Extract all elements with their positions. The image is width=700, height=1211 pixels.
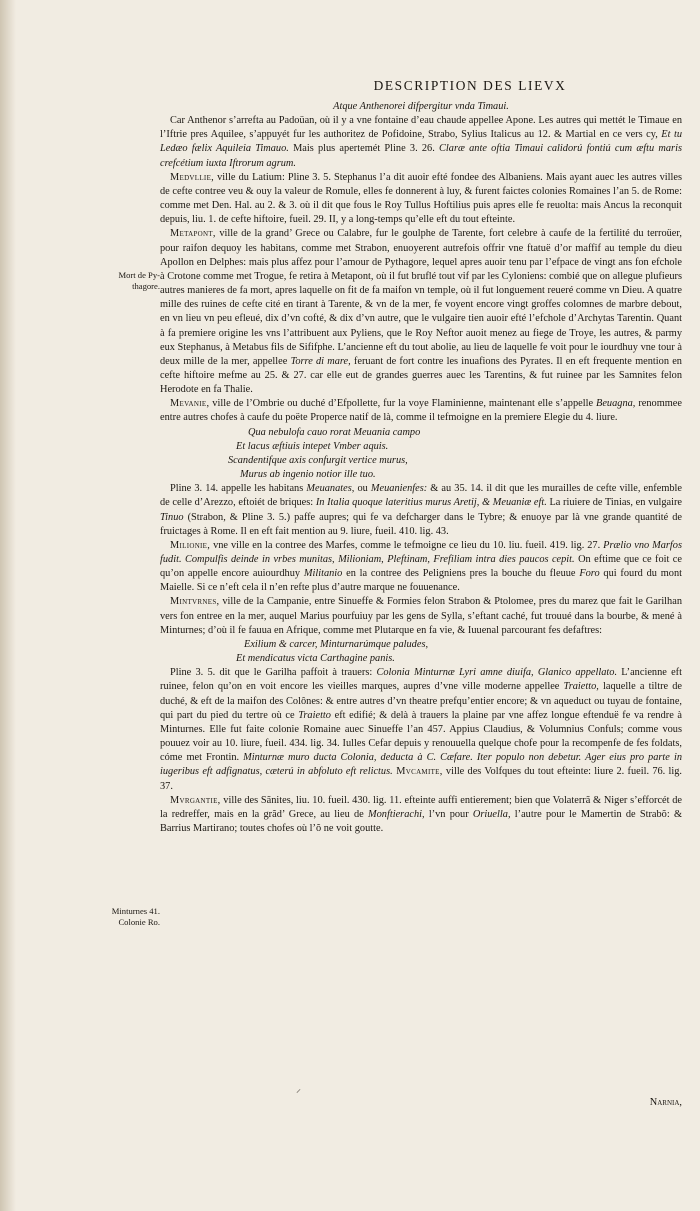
paragraph-anthenor: Car Anthenor s’arrefta au Padoüan, où il y a vne fontaine d’eau chaude appellee Apone. Les autres qui mettét le Timaue en l’Iftrie pres Aquilee, s’appuyét fur les authoritez de Pofidoine, Strabo, Sylius Italicus au 12. & Martial en ce vers cy, Et tu Ledæo fælix Aquileia Timauo. Mais plus apertemét Pline 3. 26. Claræ ante oftia Timaui calidorú fontiú cum æftu maris crefcétium iuxta Iftrorum agrum. xyxy=(160,115,683,169)
paragraph-pline-minturnes: Pline 3. 5. dit que le Garilha paffoit à trauers: Colonia Minturnæ Lyri amne diuifa, Glanico appellato. L’ancienne eft ruinee, felon qu’on en voit encore les vieilles marques, aupres d’vne ville moderne appellee Traietto, laquelle a tiltre de duché, & eft de la maifon des Colônes: & entre autres d’vn theatre prefqu’entier encore; & vn aqueduct ou tuyau de fontaine, qui part du pied du tertre où ce Traietto eft edifié; & delà à trauers la plaine par vne affez longue eftenduë fe va rendre à Minturnes. Elle fut faite colonie Romaine auec Sinueffe l’an 457. Appius Claudius, & Volumnius Confuls; comme vous pouuez voir au 10. liure, fueil. 434. lig. 34. Iulles Cefar depuis y renouuella quelque chofe pour la recompenfe de fes foldats, cóme met Frontin. Minturnæ muro ducta Colonia, deducta à C. Cæfare. Iter populo non debetur. Ager eius pro parte in iugeribus eft adfignatus, cæterú in abfoluto eft relictus. Mvcamite, ville des Volfques du tout efteinte: liure 2. fueil. 76. lig. 37. xyxy=(160,667,683,792)
margin-note-pythagore: Mort de Py- thagore. xyxy=(118,270,160,291)
entry-heading: Mevanie, xyxy=(170,398,210,410)
main-text-column xyxy=(160,100,682,836)
entry-heading: Mintvrnes, xyxy=(170,596,220,608)
verse-line: Et lacus æftiuis intepet Vmber aquis. xyxy=(236,440,389,452)
stray-ink-mark: ⸝ xyxy=(296,1084,301,1095)
entry-heading: Mvcamite, xyxy=(392,766,443,778)
entry-medullie: Medvllie, ville du Latium: Pline 3. 5. Stephanus l’a dit auoir efté fondee des Albaniens. Mais ayant auec les autres villes de cefte contree veu & ouy la valeur de Romule, elles fe donnerent à luy, & furent faictes colonies Romaines l’an 5. de Rome: comme met Den. Hal. au 2. & 3. où il dit que fous le Roy Tullus Hoftilius puis apres elle fe reuolta: mais Ancus la reconquit depuis, liu. 1. de cefte hiftoire, fueil. 29. II, y a long-temps qu’elle eft du tout efteinte. xyxy=(160,171,682,226)
entry-murgantie: Mvrgantie, ville des Sãnites, liu. 10. fueil. 430. lig. 11. efteinte auffi entierement; bien que Volaterrã & Niger s’efforcét de la redreffer, mais en la grãd’ Grece, au lieu de Monftierachi, l’vn pour Oriuella, l’autre pour le Mamertin de Strabõ: & Barrius Martirano; toutes chofes où l’õ ne voit goutte. xyxy=(160,794,682,834)
entry-mevanie: Mevanie, ville de l’Ombrie ou duché d’Efpollette, fur la voye Flaminienne, maintenant elle s’appelle Beuagna, renommee entre autres chofes à caufe du poëte Properce natif de là, comme il tefmoigne en la premiere Elegie du 4. liure. xyxy=(160,398,682,424)
margin-note-minturnes: Minturnes 41. Colonie Ro. xyxy=(111,906,160,927)
verse-quote-timaue: Atque Anthenorei difpergitur vnda Timaui. xyxy=(333,101,509,112)
entry-metapont: Metapont, ville de la grand’ Grece ou Calabre, fur le goulphe de Tarente, fort celebre à caufe de la fertilité du terroüer, pour raifon dequoy les habitans, comme met Strabon, enuoyerent autrefois offrir vne ftatuë d’or maffif au temple du dieu Apollon en Delphes: mais plus affez pour l’amour de Pythagore, lequel apres auoir tenu par l’efpace de vingt ans fon efchole à Crotone comme met Trogue, fe retira à Metapont, où il fut bruflé tout vif par les Cyloniens: combié que on allegue plufieurs autres manieres de fa mort, apres laquelle on fit de fa maifon vn temple, où il fut longuement reueré comme vn Dieu. A quatre mille des ruines de cefte cité en tirant à Tarente, & vn de la mer, fe voyent encore vingt groffes colomnes de marbre debout, en vn lieu vn peu efleué, dix d’vn cofté, & dix d’vn autre, que le vulgaire tien auoir efté l’efchole d’Archytas Tarentin. Quant à fa premiere origine les vns l’attribuent aux Pyliens, que le Roy Neftor auoit menez au fiege de Troye, les autres, & parmy eux Stephanus, à Metabus fils de Sififphe. L’ancienne eft du tout abolie, au lieu de laquelle fe voit pour le iourdhuy vne tour à deux mille de la mer, appellee Torre di mare, feruant de fort contre les inuafions des Pyrates. Il en eft frequente mention en cefte hiftoire mefme au 25. & 27. car elle eut de grandes guerres auec les Tarentins, & fut ruinee par les Samnites felon Herodote en fa Thalie. xyxy=(160,228,682,396)
entry-minturnes: Mintvrnes, ville de la Campanie, entre Sinueffe & Formies felon Strabon & Ptolomee, pres du marez que fait le Garilhan vers fon entree en la mer, auquel Marius pourfuiuy par les gens de Sylla, s’eftant caché, fut trouué dans la bourbe, & mené à Minturnes; d’où il fe fauua en Afrique, comme met Plutarque en fa vie, & Iuuenal parcourant fes defaftres: xyxy=(160,596,682,636)
paragraph-pline-mevanie: Pline 3. 14. appelle les habitans Meuanates, ou Meuanienfes: & au 35. 14. il dit que les murailles de cefte ville, enfemble de celle d’Arezzo, eftoiét de briques: In Italia quoque lateritius murus Aretij, & Meuaniæ eft. La riuiere de Tinias, en vulgaire Tinuo (Strabon, & Pline 3. 5.) paffe aupres; qui fe va defcharger dans le Tybre; & enuoye par là vne grande quantité de fruictages à Rome. Il en eft fait mention au 9. liure, fueil. 410. lig. 43. xyxy=(160,483,682,537)
running-header: DESCRIPTION DES LIEVX xyxy=(373,78,567,93)
verse-line: Exilium & carcer, Minturnarúmque paludes, xyxy=(244,638,429,650)
verse-line: Murus ab ingenio notior ille tuo. xyxy=(240,469,376,481)
entry-heading: Milionie, xyxy=(170,539,211,551)
entry-milionie: Milionie, vne ville en la contree des Marfes, comme le tefmoigne ce lieu du 10. liu. fueil. 419. lig. 27. Prælio vno Marfos fudit. Compulfis deinde in vrbes munitas, Milioniam, Pleftinam, Frefiliam intra dies paucos cepit. On eftime que ce foit ce qu’on appelle encore auiourdhuy Militanio en la contree des Peligniens pres la bouche du fleuue Foro qui fourd du mont Maielle. Si ce n’eft cela il n’en refte plus d’autre marque ne fouuenance. xyxy=(160,539,683,594)
entry-heading: Mvrgantie, xyxy=(170,794,221,806)
entry-heading: Metapont, xyxy=(170,228,216,240)
entry-heading: Medvllie, xyxy=(170,171,215,183)
verse-line: Qua nebulofa cauo rorat Meuania campo xyxy=(248,426,421,438)
verse-line: Et mendicatus victa Carthagine panis. xyxy=(236,653,395,665)
page-gutter-shadow xyxy=(0,0,16,1211)
verse-line: Scandentifque axis confurgit vertice murus, xyxy=(228,454,408,466)
catchword: Narnia, xyxy=(649,1097,682,1108)
